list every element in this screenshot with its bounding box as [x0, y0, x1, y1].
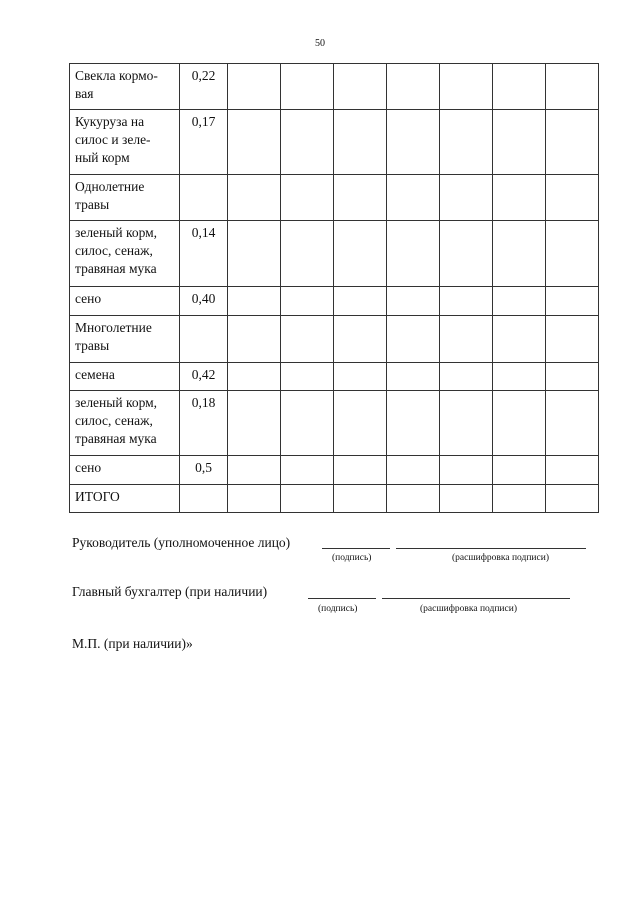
accountant-signature-line	[308, 598, 376, 599]
crop-name-cell: Однолетние травы	[70, 175, 180, 221]
crop-name-cell: Многолетние травы	[70, 316, 180, 363]
empty-cell	[493, 456, 546, 485]
empty-cell	[546, 456, 599, 485]
crop-name-cell: Свекла кормо-вая	[70, 64, 180, 110]
empty-cell	[440, 175, 493, 221]
empty-cell	[281, 64, 334, 110]
table-row	[70, 391, 599, 456]
empty-cell	[281, 221, 334, 287]
empty-cell	[387, 316, 440, 363]
empty-cell	[228, 64, 281, 110]
head-signature-label: Руководитель (уполномоченное лицо)	[72, 535, 291, 550]
empty-cell	[334, 391, 387, 456]
empty-cell	[387, 175, 440, 221]
coefficient-cell	[180, 316, 228, 363]
table-row	[70, 110, 599, 175]
empty-cell	[387, 363, 440, 391]
coefficient-cell: 0,17	[180, 110, 228, 175]
coefficient-cell: 0,40	[180, 287, 228, 316]
empty-cell	[387, 221, 440, 287]
empty-cell	[281, 287, 334, 316]
empty-cell	[334, 456, 387, 485]
empty-cell	[440, 110, 493, 175]
empty-cell	[228, 485, 281, 513]
empty-cell	[228, 316, 281, 363]
accountant-sign-caption: (подпись)	[318, 604, 358, 614]
empty-cell	[281, 110, 334, 175]
empty-cell	[493, 110, 546, 175]
coefficient-cell: 0,14	[180, 221, 228, 287]
empty-cell	[281, 316, 334, 363]
empty-cell	[546, 110, 599, 175]
stamp-label: М.П. (при наличии)»	[72, 636, 193, 651]
accountant-decode-line	[382, 598, 570, 599]
empty-cell	[334, 316, 387, 363]
empty-cell	[440, 485, 493, 513]
crop-name-cell: сено	[70, 456, 180, 485]
empty-cell	[440, 363, 493, 391]
empty-cell	[440, 287, 493, 316]
empty-cell	[493, 175, 546, 221]
total-label-cell: ИТОГО	[70, 485, 180, 513]
head-signature-line	[322, 548, 390, 549]
empty-cell	[546, 221, 599, 287]
table-row	[70, 316, 599, 363]
empty-cell	[493, 221, 546, 287]
empty-cell	[440, 64, 493, 110]
empty-cell	[281, 175, 334, 221]
empty-cell	[334, 175, 387, 221]
empty-cell	[334, 287, 387, 316]
empty-cell	[440, 316, 493, 363]
empty-cell	[334, 485, 387, 513]
empty-cell	[546, 316, 599, 363]
empty-cell	[228, 110, 281, 175]
empty-cell	[440, 391, 493, 456]
empty-cell	[228, 287, 281, 316]
empty-cell	[546, 175, 599, 221]
table-row	[70, 485, 599, 513]
empty-cell	[228, 391, 281, 456]
crop-coefficient-table	[69, 63, 599, 513]
empty-cell	[334, 363, 387, 391]
empty-cell	[546, 287, 599, 316]
empty-cell	[387, 456, 440, 485]
empty-cell	[228, 456, 281, 485]
empty-cell	[387, 110, 440, 175]
empty-cell	[493, 485, 546, 513]
empty-cell	[493, 391, 546, 456]
coefficient-cell: 0,5	[180, 456, 228, 485]
table-row	[70, 456, 599, 485]
empty-cell	[387, 64, 440, 110]
empty-cell	[334, 64, 387, 110]
empty-cell	[387, 287, 440, 316]
empty-cell	[440, 221, 493, 287]
coefficient-cell	[180, 175, 228, 221]
empty-cell	[493, 363, 546, 391]
empty-cell	[546, 64, 599, 110]
empty-cell	[493, 64, 546, 110]
empty-cell	[281, 391, 334, 456]
crop-name-cell: зеленый корм, силос, сенаж, травяная мука	[70, 221, 180, 287]
table-row	[70, 64, 599, 110]
head-sign-caption: (подпись)	[332, 553, 372, 563]
accountant-signature-label: Главный бухгалтер (при наличии)	[72, 584, 268, 599]
empty-cell	[493, 287, 546, 316]
table-row	[70, 221, 599, 287]
page-number: 50	[315, 38, 325, 49]
empty-cell	[228, 363, 281, 391]
empty-cell	[546, 485, 599, 513]
coefficient-cell: 0,22	[180, 64, 228, 110]
empty-cell	[546, 391, 599, 456]
empty-cell	[334, 110, 387, 175]
crop-name-cell: Кукуруза на силос и зеле-ный корм	[70, 110, 180, 175]
empty-cell	[281, 485, 334, 513]
table-row	[70, 363, 599, 391]
empty-cell	[228, 221, 281, 287]
empty-cell	[281, 363, 334, 391]
empty-cell	[387, 391, 440, 456]
head-decode-caption: (расшифровка подписи)	[452, 553, 549, 563]
crop-name-cell: семена	[70, 363, 180, 391]
table-row	[70, 287, 599, 316]
empty-cell	[387, 485, 440, 513]
accountant-decode-caption: (расшифровка подписи)	[420, 604, 517, 614]
coefficient-cell: 0,42	[180, 363, 228, 391]
empty-cell	[281, 456, 334, 485]
empty-cell	[546, 363, 599, 391]
empty-cell	[493, 316, 546, 363]
crop-name-cell: сено	[70, 287, 180, 316]
head-decode-line	[396, 548, 586, 549]
empty-cell	[228, 175, 281, 221]
table-row	[70, 175, 599, 221]
coefficient-cell: 0,18	[180, 391, 228, 456]
crop-name-cell: зеленый корм, силос, сенаж, травяная мука	[70, 391, 180, 456]
empty-cell	[334, 221, 387, 287]
coefficient-cell	[180, 485, 228, 513]
empty-cell	[440, 456, 493, 485]
